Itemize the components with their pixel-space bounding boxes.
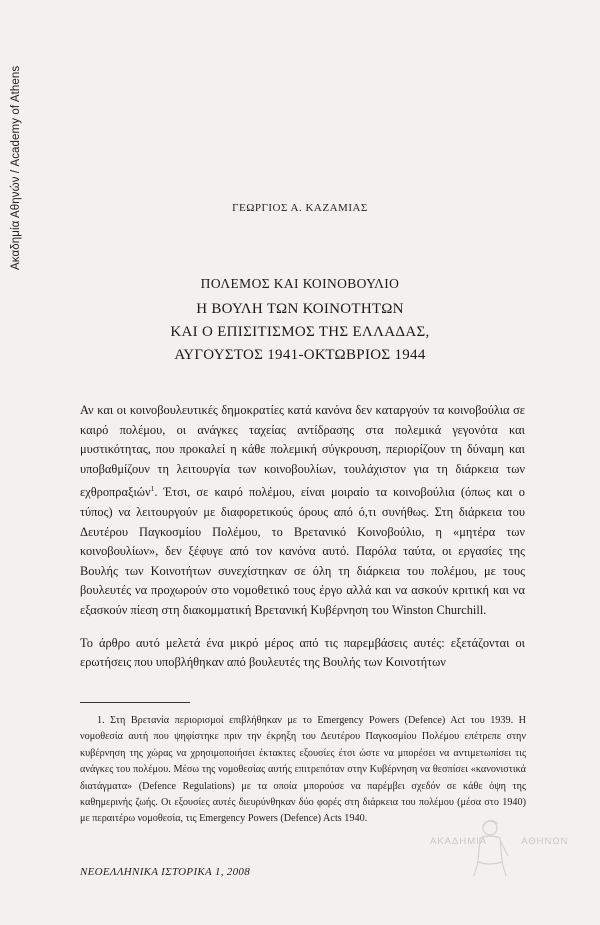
- title-line: ΑΥΓΟΥΣΤΟΣ 1941-ΟΚΤΩΒΡΙΟΣ 1944: [174, 347, 426, 363]
- author-name: ΓΕΩΡΓΙΟΣ Α. ΚΑΖΑΜΙΑΣ: [232, 202, 368, 214]
- article-supertitle: ΠΟΛΕΜΟΣ ΚΑΙ ΚΟΙΝΟΒΟΥΛΙΟ: [200, 276, 400, 291]
- journal-footer: ΝΕΟΕΛΛΗΝΙΚΑ ΙΣΤΟΡΙΚΑ 1, 2008: [80, 866, 251, 878]
- watermark-text: ΑΘΗΝΩΝ: [521, 836, 569, 847]
- title-line: Η ΒΟΥΛΗ ΤΩΝ ΚΟΙΝΟΤΗΤΩΝ: [196, 301, 404, 317]
- body-paragraph: Το άρθρο αυτό μελετά ένα μικρό μέρος από τις παρεμβάσεις αυτές: εξετάζονται οι ερωτήσεις που υποβλήθηκαν από βουλευτές της Βουλής των Κοινοτήτων: [80, 635, 525, 670]
- athena-emblem-icon: [468, 816, 512, 878]
- footnote: [80, 713, 526, 828]
- archive-stamp: Ακαδημία Αθηνών / Academy of Athens: [10, 65, 22, 270]
- footnote-reference: 1: [150, 484, 155, 494]
- article-body: [80, 401, 525, 673]
- footnote-text: 1. Στη Βρετανία περιορισμοί επιβλήθηκαν με το Emergency Powers (Defence) Act του 1939. Η νομοθεσία αυτή που ψηφίστηκε πριν την έκρηξη του Δευτέρου Παγκοσμίου Πολέμου επέτρεπε στην κυβέρνηση της χώρας να χρησιμοποιήσει έκτακτες εξουσίες έτσι ώστε να μπορέσει να αντιμετωπίσει τις ανάγκες του πολέμου. Μέσω της νομοθεσίας αυτής επιτρεπόταν στην Κυβέρνηση να θεσπίσει «κανονιστικά διατάγματα» (Defence Regulations) με τα οποία μπορούσε να παρέμβει σχεδόν σε κάθε όψη της καθημερινής ζωής. Οι εξουσίες αυτές διευρύνθηκαν δύο φορές στη διάρκεια του πολέμου (μέσα στο 1940) με περαιτέρω νομοθεσία, τις Emergency Powers (Defence) Acts 1940.: [80, 715, 526, 825]
- footnote-divider: [80, 702, 190, 703]
- article-title: [0, 298, 600, 367]
- paragraph-text: Αν και οι κοινοβουλευτικές δημοκρατίες κατά κανόνα δεν καταργούν τα κοινοβούλια σε καιρό πολέμου, οι ανάγκες ταχείας αντίδρασης στα πολεμικά γεγονότα και μυστικότητας, που προκαλεί η κάθε πολεμική σύγκρουση, περιορίζουν τη δύναμη και υποβαθμίζουν τη λειτουργία των κοινοβουλίων, τουλάχιστον για τη διάρκεια των εχθροπραξιών: [80, 403, 525, 500]
- watermark-text: ΑΚΑΔΗΜΙΑ: [430, 836, 488, 847]
- title-line: ΚΑΙ Ο ΕΠΙΣΙΤΙΣΜΟΣ ΤΗΣ ΕΛΛΑΔΑΣ,: [170, 324, 430, 340]
- paragraph-text: . Έτσι, σε καιρό πολέμου, είναι μοιραίο τα κοινοβούλια (όπως και ο τύπος) να λειτουργούν με διαφορετικούς όρους από ό,τι συνήθως. Στη διάρκεια του Δευτέρου Παγκοσμίου Πολέμου, το Βρετανικό Κοινοβούλιο, η «μητέρα των κοινοβουλίων», δεν ξέφυγε από τον κανόνα αυτό. Παρόλα ταύτα, οι εργασίες της Βουλής των Κοινοτήτων συνεχίστηκαν σε όλη τη διάρκεια του πολέμου, με τους βουλευτές να προχωρούν στο νομοθετικό τους έργο αλλά και να ασκούν κριτική και να εξασκούν πίεση στη διακομματική Βρετανική Κυβέρνηση του Winston Churchill.: [80, 485, 525, 618]
- body-paragraph: [80, 401, 525, 621]
